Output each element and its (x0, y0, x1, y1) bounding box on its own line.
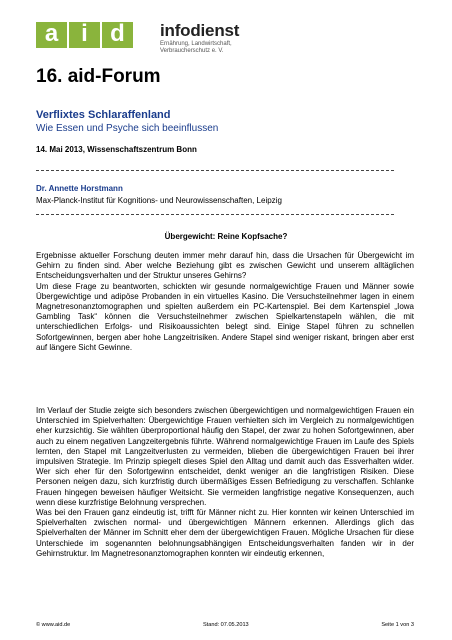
brand-block (160, 22, 240, 54)
author-affiliation: Max-Planck-Institut für Kognitions- und Neurowissenschaften, Leipzig (36, 196, 282, 205)
forum-title: 16. aid-Forum (36, 66, 161, 87)
paragraph-4: Was bei den Frauen ganz eindeutig ist, trifft für Männer nicht zu. Hier konnten wir keinen Unterschied im Spielverhalten zwischen normal- und übergewichtigen Männern erkennen. Allerdings glich das Spielverhalten der Männer im Schnitt eher dem der übergewichtigen Frauen. Mögliche Ursachen für diese Unterschiede im sogenannten belohnungsabhängigen Entscheidungsverhalten fanden wir in der Gehirnstruktur. Im Magnetresonanztomographen konnten wir eindeutig erkennen, (36, 508, 414, 558)
divider-bottom (36, 214, 394, 215)
paragraph-study (36, 406, 414, 559)
paragraph-1: Ergebnisse aktueller Forschung deuten immer mehr darauf hin, dass die Ursachen für Übergewicht im Gehirn zu finden sind. Aber welche Beziehung gibt es zwischen Gewicht und unserem alltäglichen Entscheidungsverhalten und der Struktur unseres Gehirns? (36, 251, 414, 281)
footer-website: © www.aid.de (36, 622, 71, 628)
divider-top (36, 170, 394, 171)
page-footer (36, 622, 414, 628)
event-date-location: 14. Mai 2013, Wissenschaftszentrum Bonn (36, 145, 197, 154)
logo-letter-i: i (69, 22, 100, 48)
talk-subtitle: Wie Essen und Psyche sich beeinflussen (36, 123, 219, 134)
brand-name: infodienst (160, 21, 240, 40)
logo-letter-a: a (36, 22, 67, 48)
author-name: Dr. Annette Horstmann (36, 184, 123, 193)
logo-letter-d: d (102, 22, 133, 48)
aid-logo (36, 22, 135, 48)
footer-page-number: Seite 1 von 3 (381, 622, 414, 628)
talk-title: Verflixtes Schlaraffenland (36, 109, 171, 121)
paragraph-2: Um diese Frage zu beantworten, schickten wir gesunde normalgewichtige Frauen und Männer sowie Übergewichtige und adipöse Probanden in ein virtuelles Kasino. Die Versuchsteilnehmer lagen in einem Magnetresonanztomographen und spielten außerdem ein PC-Kartenspiel. Bei dem Kartenspiel „Iowa Gambling Task“ können die Versuchsteilnehmer zwischen Spielkartenstapeln wählen, die mit unterschiedlichen Erfolgs- und Risikoaussichten belegt sind. Einige Stapel führen zu schnellen Sofortgewinnen, bergen aber hohe Langzeitrisiken. Andere Stapel sind weniger riskant, bringen aber erst auf längere Sicht Gewinne. (36, 281, 414, 352)
paragraph-intro (36, 251, 414, 353)
brand-subtitle: Ernährung, Landwirtschaft, Verbraucherschutz e. V. (160, 41, 232, 54)
footer-date: Stand: 07.05.2013 (202, 622, 249, 628)
paragraph-3: Im Verlauf der Studie zeigte sich besonders zwischen übergewichtigen und normalgewichtigen Frauen ein Unterschied im Spielverhalten: Übergewichtige Frauen verhielten sich im Vergleich zu normalgewichtigen eher kurzsichtig. Sie wählten überproportional häufig den Stapel, der zwar zu hohen Sofortgewinnen, aber auch zu einem negativen Langzeitergebnis führte. Während normalgewichtige Frauen im Laufe des Spiels lernten, den Stapel mit Langzeitverlusten zu vermeiden, blieben die übergewichtigen Frauen bei ihrer impulsiven Strategie. Im Prinzip spiegelt dieses Spiel den Alltag und damit auch das Essverhalten wider. Wer sich eher für den Sofortgewinn entscheidet, denkt weniger an die langfristigen Risiken. Diese Personen neigen dazu, sich kurzfristig durch übermäßiges Essen Befriedigung zu verschaffen. Schlanke Frauen hingegen beweisen häufiger Weitsicht. Sie vermeiden langfristige negative Konsequenzen, auch wenn diese kurzfristige Belohnung versprechen. (36, 406, 414, 507)
section-heading: Übergewicht: Reine Kopfsache? (164, 232, 288, 241)
